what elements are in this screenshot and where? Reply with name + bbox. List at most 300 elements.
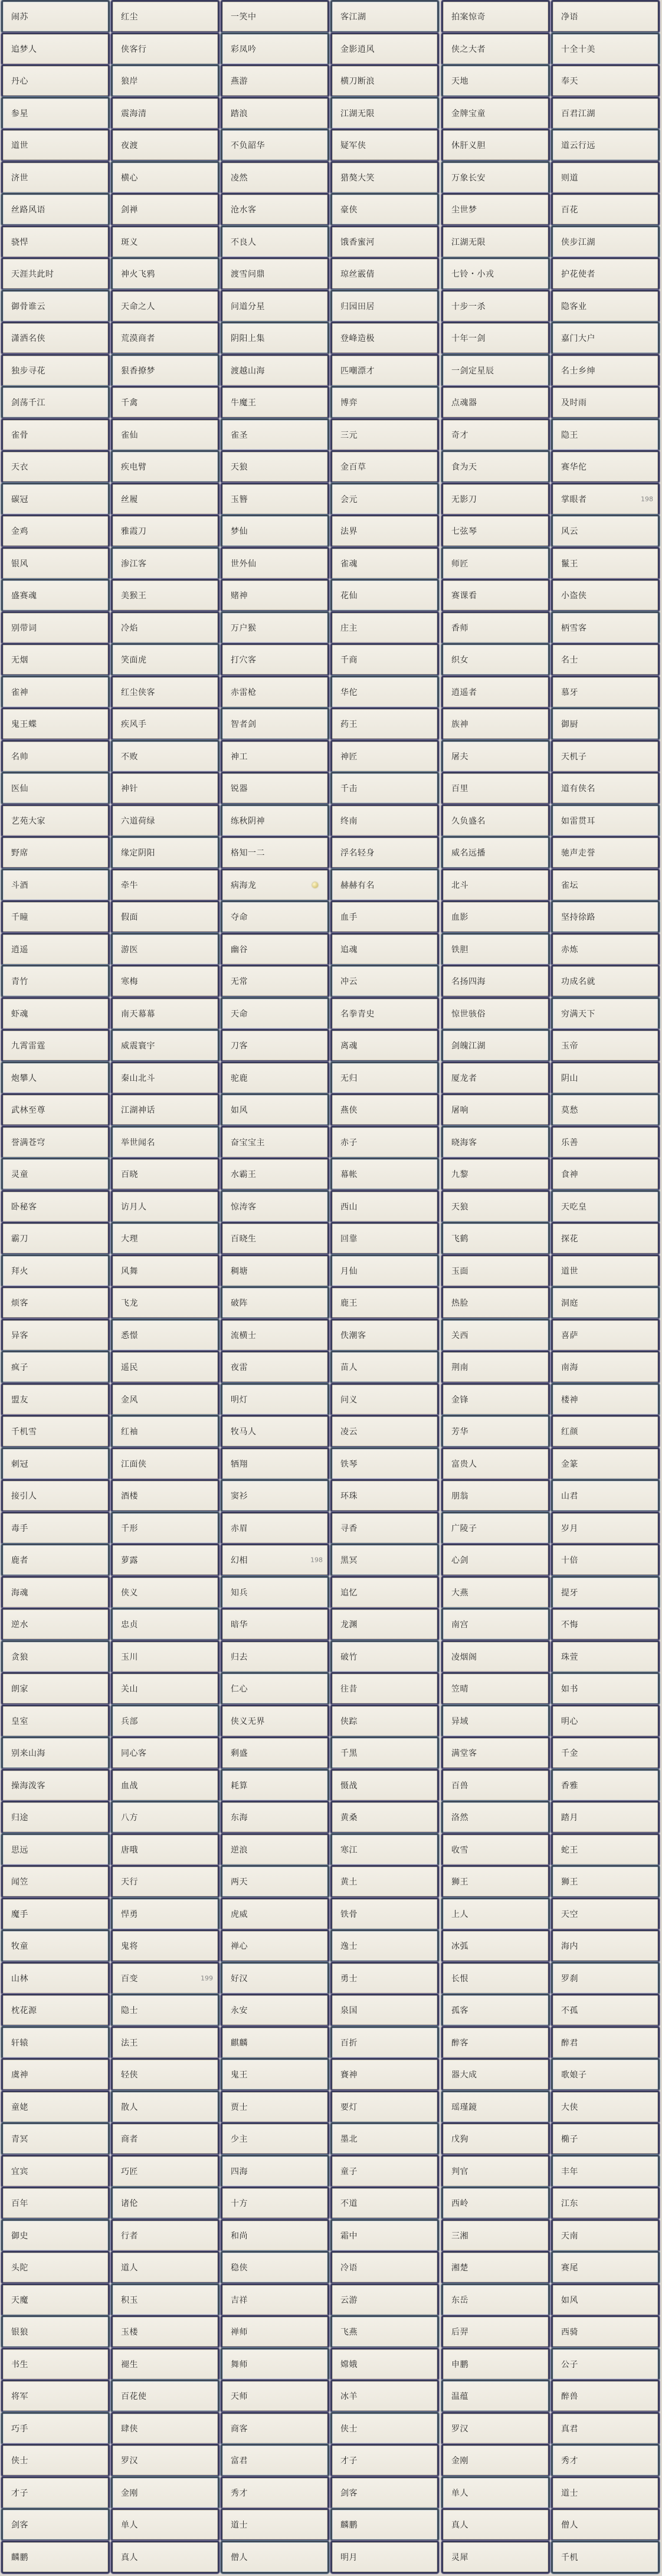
title-card[interactable] xyxy=(111,1286,219,1319)
title-card[interactable] xyxy=(221,1865,329,1898)
title-card[interactable] xyxy=(1,354,110,387)
title-card[interactable] xyxy=(551,2058,660,2091)
title-card[interactable] xyxy=(330,1543,439,1577)
title-card[interactable] xyxy=(330,676,439,709)
title-card[interactable] xyxy=(111,1158,219,1191)
title-card[interactable] xyxy=(441,676,550,709)
title-card[interactable] xyxy=(1,1897,110,1931)
title-card[interactable] xyxy=(330,2155,439,2188)
title-card[interactable] xyxy=(1,1222,110,1255)
title-card[interactable] xyxy=(551,2444,660,2477)
title-card[interactable] xyxy=(221,869,329,902)
title-card[interactable] xyxy=(441,804,550,837)
title-card[interactable] xyxy=(111,483,219,516)
title-card[interactable] xyxy=(551,1801,660,1834)
title-card[interactable] xyxy=(221,450,329,483)
title-card[interactable] xyxy=(221,290,329,323)
title-card[interactable] xyxy=(551,418,660,451)
title-card[interactable] xyxy=(221,2219,329,2252)
title-card[interactable] xyxy=(330,1512,439,1545)
title-card[interactable] xyxy=(330,1286,439,1319)
title-card[interactable] xyxy=(1,161,110,194)
title-card[interactable] xyxy=(441,1833,550,1866)
title-card[interactable] xyxy=(1,740,110,773)
title-card[interactable] xyxy=(221,1093,329,1126)
title-card[interactable] xyxy=(330,2122,439,2155)
title-card[interactable] xyxy=(111,772,219,805)
title-card[interactable] xyxy=(1,547,110,580)
title-card[interactable] xyxy=(1,225,110,258)
title-card[interactable] xyxy=(441,1962,550,1995)
title-card[interactable] xyxy=(551,129,660,162)
title-card[interactable] xyxy=(221,1415,329,1448)
title-card[interactable] xyxy=(441,1608,550,1641)
title-card[interactable] xyxy=(111,579,219,612)
title-card[interactable] xyxy=(111,1608,219,1641)
title-card[interactable] xyxy=(111,2380,219,2413)
title-card[interactable] xyxy=(330,1029,439,1062)
title-card[interactable] xyxy=(221,1158,329,1191)
title-card[interactable] xyxy=(111,514,219,548)
title-card[interactable] xyxy=(1,257,110,290)
title-card[interactable] xyxy=(221,707,329,740)
title-card[interactable] xyxy=(1,1061,110,1094)
title-card[interactable] xyxy=(551,257,660,290)
title-card[interactable] xyxy=(551,740,660,773)
title-card[interactable] xyxy=(1,1479,110,1512)
title-card[interactable] xyxy=(111,2315,219,2348)
title-card[interactable] xyxy=(330,2283,439,2316)
title-card[interactable] xyxy=(111,1736,219,1769)
title-card[interactable] xyxy=(111,547,219,580)
title-card[interactable] xyxy=(1,2380,110,2413)
title-card[interactable] xyxy=(441,290,550,323)
title-card[interactable] xyxy=(441,257,550,290)
title-card[interactable] xyxy=(221,1222,329,1255)
title-card[interactable] xyxy=(1,772,110,805)
title-card[interactable] xyxy=(441,1769,550,1802)
title-card[interactable] xyxy=(221,193,329,226)
title-card[interactable] xyxy=(221,1029,329,1062)
title-card[interactable] xyxy=(330,1479,439,1512)
title-card[interactable] xyxy=(221,965,329,998)
title-card[interactable] xyxy=(441,64,550,97)
title-card[interactable] xyxy=(111,1929,219,1962)
title-card[interactable] xyxy=(221,1447,329,1480)
title-card[interactable] xyxy=(221,2508,329,2541)
title-card[interactable] xyxy=(551,1897,660,1931)
title-card[interactable] xyxy=(551,1640,660,1673)
title-card[interactable] xyxy=(111,2508,219,2541)
title-card[interactable] xyxy=(330,1962,439,1995)
title-card[interactable] xyxy=(111,965,219,998)
title-card[interactable] xyxy=(111,2122,219,2155)
title-card[interactable] xyxy=(551,1672,660,1705)
title-card[interactable] xyxy=(551,707,660,740)
title-card[interactable] xyxy=(221,1126,329,1159)
title-card[interactable] xyxy=(330,643,439,676)
title-card[interactable] xyxy=(441,1897,550,1931)
title-card[interactable] xyxy=(551,2380,660,2413)
title-card[interactable] xyxy=(551,611,660,644)
title-card[interactable] xyxy=(221,611,329,644)
title-card[interactable] xyxy=(441,2283,550,2316)
title-card[interactable] xyxy=(1,1254,110,1287)
title-card[interactable] xyxy=(221,1383,329,1416)
title-card[interactable] xyxy=(441,1029,550,1062)
title-card[interactable] xyxy=(111,997,219,1030)
title-card[interactable] xyxy=(111,1512,219,1545)
title-card[interactable] xyxy=(330,1093,439,1126)
title-card[interactable] xyxy=(441,450,550,483)
title-card[interactable] xyxy=(1,2348,110,2381)
title-card[interactable] xyxy=(221,772,329,805)
title-card[interactable] xyxy=(551,2187,660,2220)
title-card[interactable] xyxy=(330,1897,439,1931)
title-card[interactable] xyxy=(441,1865,550,1898)
title-card[interactable] xyxy=(111,1190,219,1223)
title-card[interactable] xyxy=(1,1672,110,1705)
title-card[interactable] xyxy=(221,1190,329,1223)
title-card[interactable] xyxy=(111,2187,219,2220)
title-card[interactable] xyxy=(441,2315,550,2348)
title-card[interactable] xyxy=(330,2348,439,2381)
title-card[interactable] xyxy=(1,1447,110,1480)
title-card[interactable] xyxy=(441,2058,550,2091)
title-card[interactable] xyxy=(111,804,219,837)
title-card[interactable] xyxy=(1,2444,110,2477)
title-card[interactable] xyxy=(330,97,439,130)
title-card[interactable] xyxy=(551,290,660,323)
title-card[interactable] xyxy=(1,869,110,902)
title-card[interactable] xyxy=(441,1479,550,1512)
title-card[interactable] xyxy=(221,514,329,548)
title-card[interactable] xyxy=(221,1543,329,1577)
title-card[interactable] xyxy=(221,1672,329,1705)
title-card[interactable] xyxy=(221,129,329,162)
title-card[interactable] xyxy=(441,1801,550,1834)
title-card[interactable] xyxy=(441,1286,550,1319)
title-card[interactable] xyxy=(441,869,550,902)
title-card[interactable] xyxy=(221,804,329,837)
title-card[interactable] xyxy=(221,1833,329,1866)
title-card[interactable] xyxy=(330,386,439,419)
title-card[interactable] xyxy=(1,0,110,33)
title-card[interactable] xyxy=(111,740,219,773)
title-card[interactable] xyxy=(551,965,660,998)
title-card[interactable] xyxy=(221,418,329,451)
title-card[interactable] xyxy=(551,1319,660,1352)
title-card[interactable] xyxy=(1,2090,110,2123)
title-card[interactable] xyxy=(221,2380,329,2413)
title-card[interactable] xyxy=(221,2476,329,2509)
title-card[interactable] xyxy=(551,997,660,1030)
title-card[interactable] xyxy=(1,483,110,516)
title-card[interactable] xyxy=(221,1576,329,1609)
title-card[interactable] xyxy=(111,869,219,902)
title-card[interactable] xyxy=(221,1994,329,2027)
title-card[interactable] xyxy=(111,1833,219,1866)
title-card[interactable] xyxy=(330,2187,439,2220)
title-card[interactable] xyxy=(1,676,110,709)
title-card[interactable] xyxy=(330,32,439,65)
title-card[interactable] xyxy=(551,1158,660,1191)
title-card[interactable] xyxy=(330,64,439,97)
title-card[interactable] xyxy=(1,1415,110,1448)
title-card[interactable] xyxy=(221,1512,329,1545)
title-card[interactable] xyxy=(1,290,110,323)
title-card[interactable] xyxy=(330,2541,439,2574)
title-card[interactable] xyxy=(1,2283,110,2316)
title-card[interactable] xyxy=(441,418,550,451)
title-card[interactable] xyxy=(111,2412,219,2445)
title-card[interactable] xyxy=(551,2155,660,2188)
title-card[interactable] xyxy=(551,900,660,933)
title-card[interactable] xyxy=(1,707,110,740)
title-card[interactable] xyxy=(551,547,660,580)
title-card[interactable] xyxy=(111,1543,219,1577)
title-card[interactable] xyxy=(111,2058,219,2091)
title-card[interactable] xyxy=(111,900,219,933)
title-card[interactable] xyxy=(111,2444,219,2477)
title-card[interactable] xyxy=(221,2444,329,2477)
title-card[interactable] xyxy=(1,1319,110,1352)
title-card[interactable] xyxy=(330,2026,439,2059)
title-card[interactable] xyxy=(111,1962,219,1995)
title-card[interactable] xyxy=(221,1351,329,1384)
title-card[interactable] xyxy=(441,579,550,612)
title-card[interactable] xyxy=(1,1705,110,1738)
title-card[interactable] xyxy=(551,0,660,33)
title-card[interactable] xyxy=(111,129,219,162)
title-card[interactable] xyxy=(551,2476,660,2509)
title-card[interactable] xyxy=(221,386,329,419)
title-card[interactable] xyxy=(111,611,219,644)
title-card[interactable] xyxy=(551,1061,660,1094)
title-card[interactable] xyxy=(330,2412,439,2445)
title-card[interactable] xyxy=(441,1736,550,1769)
title-card[interactable] xyxy=(111,2155,219,2188)
title-card[interactable] xyxy=(221,1286,329,1319)
title-card[interactable] xyxy=(221,1897,329,1931)
title-card[interactable] xyxy=(551,2219,660,2252)
title-card[interactable] xyxy=(111,1029,219,1062)
title-card[interactable] xyxy=(1,1994,110,2027)
title-card[interactable] xyxy=(551,579,660,612)
title-card[interactable] xyxy=(441,32,550,65)
title-card[interactable] xyxy=(1,1029,110,1062)
title-card[interactable] xyxy=(1,450,110,483)
title-card[interactable] xyxy=(441,2090,550,2123)
title-card[interactable] xyxy=(221,1640,329,1673)
title-card[interactable] xyxy=(1,1286,110,1319)
title-card[interactable] xyxy=(330,1351,439,1384)
title-card[interactable] xyxy=(441,386,550,419)
title-card[interactable] xyxy=(551,1833,660,1866)
title-card[interactable] xyxy=(1,965,110,998)
title-card[interactable] xyxy=(330,193,439,226)
title-card[interactable] xyxy=(221,2348,329,2381)
title-card[interactable] xyxy=(551,2508,660,2541)
title-card[interactable] xyxy=(551,1093,660,1126)
title-card[interactable] xyxy=(111,1897,219,1931)
title-card[interactable] xyxy=(1,933,110,966)
title-card[interactable] xyxy=(221,1254,329,1287)
title-card[interactable] xyxy=(330,0,439,33)
title-card[interactable] xyxy=(221,2251,329,2284)
title-card[interactable] xyxy=(551,2090,660,2123)
title-card[interactable] xyxy=(330,1319,439,1352)
title-card[interactable] xyxy=(330,1672,439,1705)
title-card[interactable] xyxy=(441,1093,550,1126)
title-card[interactable] xyxy=(111,933,219,966)
title-card[interactable] xyxy=(441,225,550,258)
title-card[interactable] xyxy=(551,772,660,805)
title-card[interactable] xyxy=(1,1865,110,1898)
title-card[interactable] xyxy=(330,161,439,194)
title-card[interactable] xyxy=(441,2155,550,2188)
title-card[interactable] xyxy=(1,2058,110,2091)
title-card[interactable] xyxy=(1,2315,110,2348)
title-card[interactable] xyxy=(1,97,110,130)
title-card[interactable] xyxy=(111,1994,219,2027)
title-card[interactable] xyxy=(330,1705,439,1738)
title-card[interactable] xyxy=(111,418,219,451)
title-card[interactable] xyxy=(1,1640,110,1673)
title-card[interactable] xyxy=(441,1576,550,1609)
title-card[interactable] xyxy=(111,1865,219,1898)
title-card[interactable] xyxy=(111,97,219,130)
title-card[interactable] xyxy=(330,707,439,740)
title-card[interactable] xyxy=(221,2187,329,2220)
title-card[interactable] xyxy=(221,900,329,933)
title-card[interactable] xyxy=(330,129,439,162)
title-card[interactable] xyxy=(551,1929,660,1962)
title-card[interactable] xyxy=(330,225,439,258)
title-card[interactable] xyxy=(1,1158,110,1191)
title-card[interactable] xyxy=(1,1351,110,1384)
title-card[interactable] xyxy=(551,2026,660,2059)
title-card[interactable] xyxy=(1,418,110,451)
title-card[interactable] xyxy=(1,1383,110,1416)
title-card[interactable] xyxy=(441,965,550,998)
title-card[interactable] xyxy=(221,643,329,676)
title-card[interactable] xyxy=(441,1705,550,1738)
title-card[interactable] xyxy=(1,836,110,869)
title-card[interactable] xyxy=(441,354,550,387)
title-card[interactable] xyxy=(221,2155,329,2188)
title-card[interactable] xyxy=(551,483,660,516)
title-card[interactable] xyxy=(221,2412,329,2445)
title-card[interactable] xyxy=(551,161,660,194)
title-card[interactable] xyxy=(1,1543,110,1577)
title-card[interactable] xyxy=(441,2541,550,2574)
title-card[interactable] xyxy=(551,2122,660,2155)
title-card[interactable] xyxy=(441,2508,550,2541)
title-card[interactable] xyxy=(1,2476,110,2509)
title-card[interactable] xyxy=(111,2348,219,2381)
title-card[interactable] xyxy=(111,2251,219,2284)
title-card[interactable] xyxy=(330,611,439,644)
title-card[interactable] xyxy=(551,933,660,966)
title-card[interactable] xyxy=(1,579,110,612)
title-card[interactable] xyxy=(441,0,550,33)
title-card[interactable] xyxy=(221,2090,329,2123)
title-card[interactable] xyxy=(330,965,439,998)
title-card[interactable] xyxy=(221,2283,329,2316)
title-card[interactable] xyxy=(441,836,550,869)
title-card[interactable] xyxy=(1,1833,110,1866)
title-card[interactable] xyxy=(1,193,110,226)
title-card[interactable] xyxy=(1,322,110,355)
title-card[interactable] xyxy=(441,1543,550,1577)
title-card[interactable] xyxy=(221,2026,329,2059)
title-card[interactable] xyxy=(221,1962,329,1995)
title-card[interactable] xyxy=(330,1576,439,1609)
title-card[interactable] xyxy=(330,322,439,355)
title-card[interactable] xyxy=(221,2122,329,2155)
title-card[interactable] xyxy=(441,1222,550,1255)
title-card[interactable] xyxy=(221,483,329,516)
title-card[interactable] xyxy=(221,97,329,130)
title-card[interactable] xyxy=(111,1769,219,1802)
title-card[interactable] xyxy=(441,514,550,548)
title-card[interactable] xyxy=(441,2380,550,2413)
title-card[interactable] xyxy=(221,225,329,258)
title-card[interactable] xyxy=(111,1640,219,1673)
title-card[interactable] xyxy=(330,1801,439,1834)
title-card[interactable] xyxy=(330,1190,439,1223)
title-card[interactable] xyxy=(111,386,219,419)
title-card[interactable] xyxy=(111,1576,219,1609)
title-card[interactable] xyxy=(441,740,550,773)
title-card[interactable] xyxy=(111,2026,219,2059)
title-card[interactable] xyxy=(330,933,439,966)
title-card[interactable] xyxy=(330,740,439,773)
title-card[interactable] xyxy=(551,1447,660,1480)
title-card[interactable] xyxy=(330,2380,439,2413)
title-card[interactable] xyxy=(111,193,219,226)
title-card[interactable] xyxy=(330,804,439,837)
title-card[interactable] xyxy=(1,1576,110,1609)
title-card[interactable] xyxy=(551,1029,660,1062)
title-card[interactable] xyxy=(551,2412,660,2445)
title-card[interactable] xyxy=(330,1126,439,1159)
title-card[interactable] xyxy=(1,997,110,1030)
title-card[interactable] xyxy=(551,1543,660,1577)
title-card[interactable] xyxy=(330,869,439,902)
title-card[interactable] xyxy=(330,2090,439,2123)
title-card[interactable] xyxy=(330,2251,439,2284)
title-card[interactable] xyxy=(551,1254,660,1287)
title-card[interactable] xyxy=(441,97,550,130)
title-card[interactable] xyxy=(441,611,550,644)
title-card[interactable] xyxy=(1,1608,110,1641)
title-card[interactable] xyxy=(111,1093,219,1126)
title-card[interactable] xyxy=(111,0,219,33)
title-card[interactable] xyxy=(1,2187,110,2220)
title-card[interactable] xyxy=(551,32,660,65)
title-card[interactable] xyxy=(1,1736,110,1769)
title-card[interactable] xyxy=(441,900,550,933)
title-card[interactable] xyxy=(111,290,219,323)
title-card[interactable] xyxy=(111,1479,219,1512)
title-card[interactable] xyxy=(221,322,329,355)
title-card[interactable] xyxy=(111,32,219,65)
title-card[interactable] xyxy=(221,1736,329,1769)
title-card[interactable] xyxy=(221,1801,329,1834)
title-card[interactable] xyxy=(551,1479,660,1512)
